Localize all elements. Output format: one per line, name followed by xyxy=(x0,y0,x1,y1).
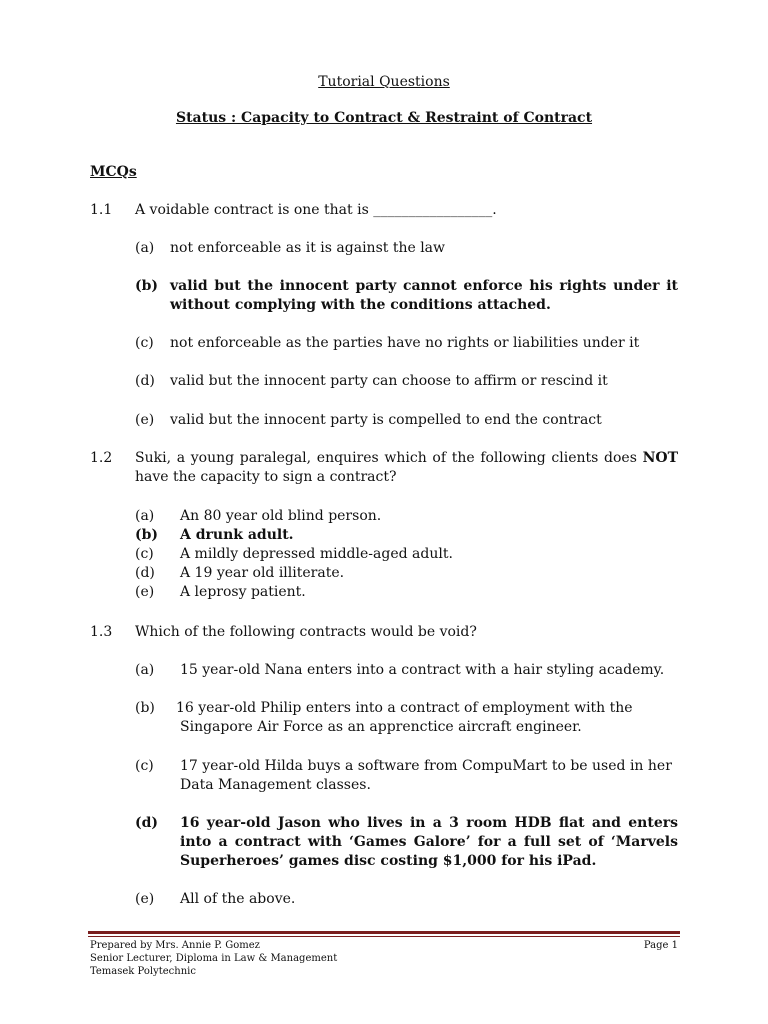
footer-rule-thin xyxy=(88,936,680,937)
option-text: valid but the innocent party is compelled to end the contract xyxy=(170,412,602,428)
footer-institution: Temasek Polytechnic xyxy=(90,966,196,977)
option-label: (a) xyxy=(135,240,155,256)
question-text: A voidable contract is one that is _________________. xyxy=(135,202,497,218)
footer-author: Prepared by Mrs. Annie P. Gomez xyxy=(90,940,260,951)
option-label: (c) xyxy=(135,758,154,774)
option-text: A mildly depressed middle-aged adult. xyxy=(180,546,453,562)
option-label: (e) xyxy=(135,891,155,907)
footer-rule xyxy=(88,931,680,934)
option-text-answer: A drunk adult. xyxy=(180,527,294,543)
question-number: 1.3 xyxy=(90,624,113,640)
option-text: valid but the innocent party can choose to affirm or rescind it xyxy=(170,373,608,389)
option-label: (c) xyxy=(135,546,154,562)
option-text: not enforceable as it is against the law xyxy=(170,240,446,256)
document-title: Tutorial Questions xyxy=(318,74,450,90)
option-label: (d) xyxy=(135,565,155,581)
option-label: (e) xyxy=(135,584,155,600)
question-text: Suki, a young paralegal, enquires which of the following clients does NOT have the capacity to sign a contract? xyxy=(135,450,678,485)
option-text: 16 year-old Philip enters into a contract of employment with the Singapore Air Force as an apprenctice aircraft engineer. xyxy=(176,700,633,735)
option-label-answer: (d) xyxy=(135,815,159,831)
option-text: An 80 year old blind person. xyxy=(180,508,382,524)
option-text: A 19 year old illiterate. xyxy=(180,565,345,581)
option-text: All of the above. xyxy=(180,891,296,907)
option-label: (b) xyxy=(135,700,155,716)
option-label: (a) xyxy=(135,508,155,524)
option-label-answer: (b) xyxy=(135,527,159,543)
option-label: (a) xyxy=(135,662,155,678)
option-label-answer: (b) xyxy=(135,278,159,294)
question-number: 1.2 xyxy=(90,450,113,466)
option-text: 15 year-old Nana enters into a contract with a hair styling academy. xyxy=(180,662,665,678)
option-label: (c) xyxy=(135,335,154,351)
option-text: not enforceable as the parties have no rights or liabilities under it xyxy=(170,335,640,351)
question-number: 1.1 xyxy=(90,202,113,218)
emphasis-not: NOT xyxy=(642,450,678,466)
section-heading: MCQs xyxy=(90,164,137,180)
option-text-answer: 16 year-old Jason who lives in a 3 room HDB flat and enters into a contract with ‘Games Galore’ for a full set of ‘Marvels Superheroes’ games disc costing $1,000 for his iPad. xyxy=(180,815,678,869)
option-label: (e) xyxy=(135,412,155,428)
document-subtitle: Status : Capacity to Contract & Restraint of Contract xyxy=(175,110,593,126)
option-label: (d) xyxy=(135,373,155,389)
option-text-answer: valid but the innocent party cannot enforce his rights under it without complying with the conditions attached. xyxy=(170,278,678,313)
option-text: A leprosy patient. xyxy=(180,584,306,600)
page-number: Page 1 xyxy=(643,940,678,951)
footer-position: Senior Lecturer, Diploma in Law & Management xyxy=(90,953,338,964)
option-text: 17 year-old Hilda buys a software from CompuMart to be used in her Data Management classes. xyxy=(180,758,672,793)
question-text: Which of the following contracts would be void? xyxy=(135,624,477,640)
